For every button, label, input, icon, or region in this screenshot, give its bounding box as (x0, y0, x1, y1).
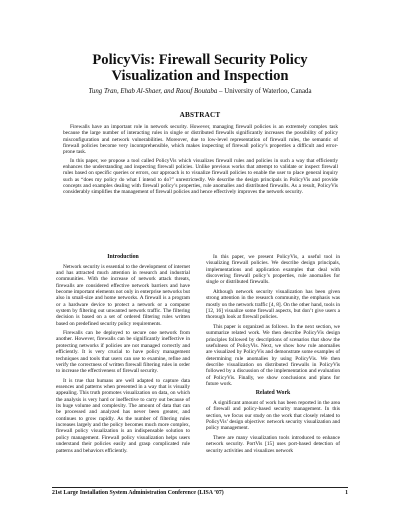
body-paragraph: It is true that humans are well adapted to capture data essences and patterns when presented in a way that is visually appealing. This truth promotes visualization on data, on which the analysis is very hard or ineffective to carry out because of its huge volume and complexity. The amount of data that can be processed and analyzed has never been greater, and continues to grow rapidly. As the number of filtering rules increases largely and the policy becomes much more complex, firewall policy visualization is an indispensable solution to policy management. Firewall policy visualization helps users understand their policies easily and grasp complicated rule patterns and behaviors efficiently. (56, 377, 190, 454)
abstract-body (63, 124, 338, 198)
author-line (0, 88, 400, 96)
title-line-1: PolicyVis: Firewall Security Policy (92, 52, 308, 68)
author-names: Tung Tran, Ehab Al-Shaer, and Raouf Boutaba (88, 88, 218, 95)
body-paragraph: In this paper, we present PolicyVis, a useful tool in visualizing firewall policies. We describe design principals, implementations and application examples that deal with discovering firewall policy’s properties, rule anomalies for single or distributed firewalls. (206, 254, 340, 286)
abstract-paragraph: In this paper, we propose a tool called PolicyVis which visualizes firewall rules and policies in such a way that efficiently enhances the understanding and inspecting firewall policies. Unlike previous works that attempt to validate or inspect firewall rules based on specific queries or errors, our approach is to visualize firewall policies to enable the user to place general inquiry such as “does my policy do what I intend to do?” unrestrictedly. We describe the design principals in PolicyVis and provide concepts and examples dealing with firewall policy’s properties, rule anomalies and distributed firewalls. As a result, PolicyVis considerably simplifies the management of firewall policies and hence effectively improves the network security. (63, 157, 338, 196)
body-paragraph: A significant amount of work has been reported in the area of firewall and policy-based security management. In this section, we focus our study on the work that closely related to PolicyVis’ design objective: network security visualization and policy management. (206, 399, 340, 432)
body-paragraph: Firewalls can be deployed to secure one network from another. However, firewalls can be significantly ineffective in protecting networks if policies are not managed correctly and efficiently. It is very crucial to have policy management techniques and tools that users can use to examine, refine and verify the correctness of written firewall filtering rules in order to increase the effectiveness of firewall security. (56, 330, 190, 375)
introduction-heading: Introduction (107, 254, 139, 260)
body-paragraph: Although network security visualization has been given strong attention in the research community, the emphasis was mostly on the network traffic [4, 8]. On the other hand, tools in [12, 16] visualize some firewall aspects, but don’t give users a thorough look at firewall policies. (206, 288, 340, 321)
right-column (206, 254, 340, 457)
body-paragraph: There are many visualization tools introduced to enhance network security. PortVis [15] uses port-based detection of security activities and visualizes network (206, 434, 340, 454)
left-column (56, 254, 190, 457)
abstract-paragraph: Firewalls have an important role in network security. However, managing firewall policies is an extremely complex task because the large number of interacting rules in single or distributed firewalls significantly increases the possibility of policy misconfiguration and network vulnerabilities. Moreover, due to low-level representation of firewall rules, the semantic of firewall policies become very incomprehensible, which makes inspecting of firewall policy’s properties a difficult and error-prone task. (63, 124, 338, 156)
paper-title (0, 52, 400, 84)
body-paragraph: This paper is organized as follows. In the next section, we summarize related work. We then describe PolicyVis design principles followed by descriptions of scenarios that show the usefulness of PolicyVis. Next, we show how rule anomalies are visualized by PolicyVis and demonstrate some examples of determining rule anomalies by using PolicyVis. We then describe visualization on distributed firewalls in PolicyVis followed by a discussion of the implementation and evaluation of PolicyVis. Finally, we show conclusions and plans for future work. (206, 323, 340, 387)
conference-footer: 21st Large Installation System Administration Conference (LISA ’07) (52, 490, 224, 496)
title-line-2: Visualization and Inspection (111, 68, 289, 84)
related-work-heading: Related Work (255, 390, 291, 397)
body-paragraph: Network security is essential to the development of internet and has attracted much attention in research and industrial communities. With the increase of network attack threats, firewalls are considered effective network barriers and have become important elements not only in enterprise networks but also in small-size and home networks. A firewall is a program or a hardware device to protect a network or a computer system by filtering out unwanted network traffic. The filtering decision is based on a set of ordered filtering rules written based on predefined security policy requirements. (56, 263, 190, 327)
author-affiliation: – University of Waterloo, Canada (217, 88, 312, 95)
page-number: 1 (345, 490, 348, 496)
footer-divider (52, 487, 348, 488)
abstract-heading: ABSTRACT (179, 111, 221, 119)
